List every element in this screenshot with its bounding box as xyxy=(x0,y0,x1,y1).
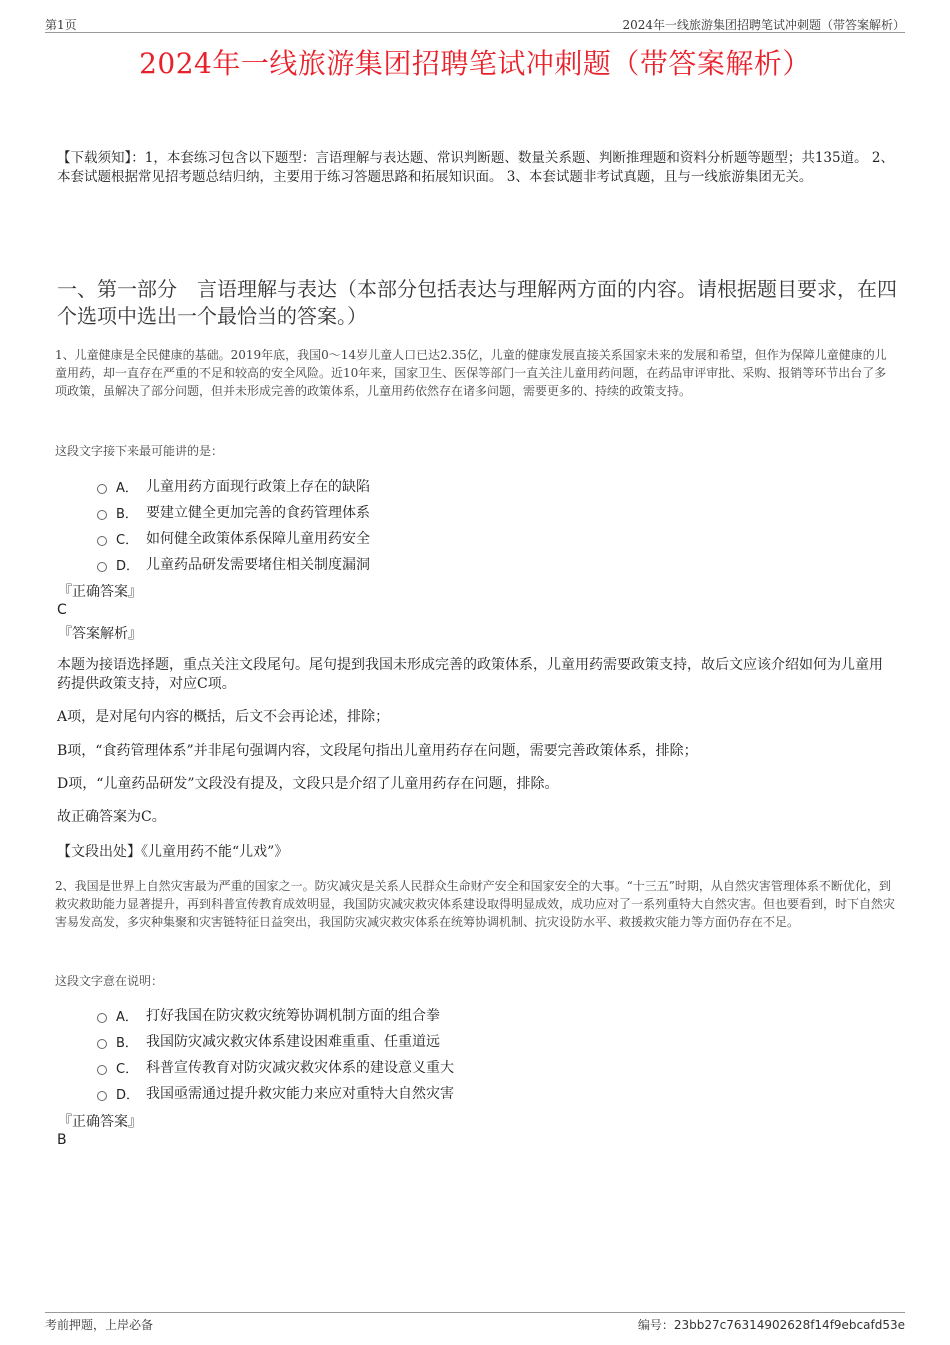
radio-icon[interactable] xyxy=(97,510,107,520)
analysis-paragraph: A项，是对尾句内容的概括，后文不会再论述，排除； xyxy=(57,709,390,725)
analysis-paragraph: B项，“食药管理体系”并非尾句强调内容，文段尾句指出儿童用药存在问题，需要完善政策体系，排除； xyxy=(57,743,698,759)
document-title: 2024年一线旅游集团招聘笔试冲刺题（带答案解析） xyxy=(139,47,811,80)
section-heading: 一、第一部分 言语理解与表达（本部分包括表达与理解两方面的内容。请根据题目要求，在四个选项中选出一个最恰当的答案。） xyxy=(57,277,897,328)
analysis-label: 『答案解析』 xyxy=(58,626,142,642)
footer-slogan: 考前押题，上岸必备 xyxy=(45,1318,154,1332)
question-1-prompt: 这段文字接下来最可能讲的是： xyxy=(55,444,224,458)
correct-answer: C xyxy=(57,602,67,618)
radio-icon[interactable] xyxy=(97,1039,107,1049)
correct-answer: B xyxy=(57,1132,67,1148)
option-b[interactable]: B． 我国防灾减灾救灾体系建设困难重重、任重道远 xyxy=(97,1028,697,1054)
question-1-options xyxy=(97,473,697,577)
page-footer xyxy=(45,1312,905,1332)
footer-code: 23bb27c76314902628f14f9ebcafd53e xyxy=(673,1318,905,1332)
footer-code-block xyxy=(638,1316,905,1333)
option-a[interactable]: A． 儿童用药方面现行政策上存在的缺陷 xyxy=(97,473,697,499)
option-a[interactable]: A． 打好我国在防灾救灾统筹协调机制方面的组合拳 xyxy=(97,1002,697,1028)
answer-label: 『正确答案』 xyxy=(58,584,142,600)
option-d[interactable]: D． 儿童药品研发需要堵住相关制度漏洞 xyxy=(97,551,697,577)
page-number: 第1页 xyxy=(45,18,77,32)
footer-code-label: 编号： xyxy=(637,1318,674,1332)
question-2-options xyxy=(97,1002,697,1106)
question-2-text: 2、我国是世界上自然灾害最为严重的国家之一。防灾减灾是关系人民群众生命财产安全和国家安全的大事。“十三五”时期，从自然灾害管理体系不断优化，到救灾救助能力显著提升，再到科普宣传教育成效明显，我国防灾减灾救灾体系建设取得明显成效，成功应对了一系列重特大自然灾害。但也要看到，时下自然灾害易发高发，多灾种集聚和灾害链特征日益突出，我国防灾减灾救灾体系在统筹协调机制、抗灾设防水平、救援救灾能力等方面仍存在不足。 xyxy=(55,879,896,929)
header-doc-title: 2024年一线旅游集团招聘笔试冲刺题（带答案解析） xyxy=(622,18,905,32)
radio-icon[interactable] xyxy=(97,1065,107,1075)
question-2-prompt: 这段文字意在说明： xyxy=(55,974,164,988)
option-c[interactable]: C． 科普宣传教育对防灾减灾救灾体系的建设意义重大 xyxy=(97,1054,697,1080)
analysis-conclusion: 故正确答案为C。 xyxy=(57,809,166,825)
option-b[interactable]: B． 要建立健全更加完善的食药管理体系 xyxy=(97,499,697,525)
page-header xyxy=(45,14,905,33)
option-d[interactable]: D． 我国亟需通过提升救灾能力来应对重特大自然灾害 xyxy=(97,1080,697,1106)
analysis-paragraph: D项，“儿童药品研发”文段没有提及，文段只是介绍了儿童用药存在问题，排除。 xyxy=(57,776,559,792)
answer-label: 『正确答案』 xyxy=(58,1114,142,1130)
source-citation: 【文段出处】《儿童用药不能“儿戏”》 xyxy=(57,844,289,860)
option-c[interactable]: C． 如何健全政策体系保障儿童用药安全 xyxy=(97,525,697,551)
radio-icon[interactable] xyxy=(97,1013,107,1023)
download-notice: 【下载须知】：1，本套练习包含以下题型：言语理解与表达题、常识判断题、数量关系题、判断推理题和资料分析题等题型；共135道。 2、本套试题根据常见招考题总结归纳，主要用于练习答题思路和拓展知识面。 3、本套试题非考试真题，且与一线旅游集团无关。 xyxy=(57,150,894,185)
analysis-paragraph: 本题为接语选择题，重点关注文段尾句。尾句提到我国未形成完善的政策体系，儿童用药需要政策支持，故后文应该介绍如何为儿童用药提供政策支持，对应C项。 xyxy=(57,657,883,692)
radio-icon[interactable] xyxy=(97,562,107,572)
radio-icon[interactable] xyxy=(97,536,107,546)
question-1-text: 1、儿童健康是全民健康的基础。2019年底，我国0～14岁儿童人口已达2.35亿，儿童的健康发展直接关系国家未来的发展和希望，但作为保障儿童健康的儿童用药，却一直存在严重的不足和较高的安全风险。近10年来，国家卫生、医保等部门一直关注儿童用药问题，在药品审评审批、采购、报销等环节出台了多项政策，虽解决了部分问题，但并未形成完善的政策体系，儿童用药依然存在诸多问题，需要更多的、持续的政策支持。 xyxy=(55,348,887,398)
radio-icon[interactable] xyxy=(97,1091,107,1101)
radio-icon[interactable] xyxy=(97,484,107,494)
